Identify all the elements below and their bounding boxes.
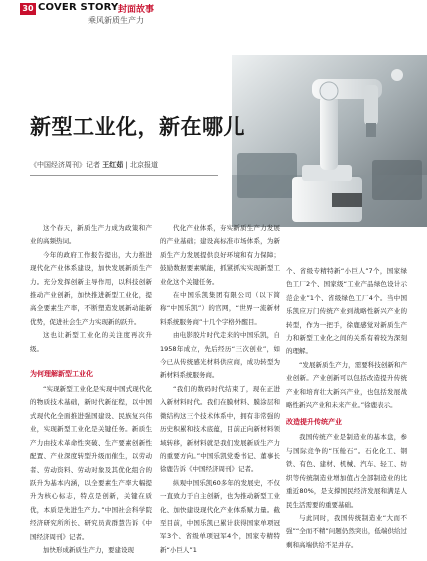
industrial-robot-arm-icon <box>232 55 427 227</box>
spacer <box>30 356 152 364</box>
paragraph: 这个春天，新质生产力成为政策和产业的高频热词。 <box>30 224 152 246</box>
column-3 <box>286 265 407 552</box>
byline-prefix: 《中国经济周刊》记者 <box>30 161 100 169</box>
paragraph: 在中国乐凯集团有限公司（以下简称“中国乐凯”）的官网，“世界一流新材料系统服务商”十几个字格外醒目。 <box>160 291 280 326</box>
page-number: 30 <box>20 3 36 15</box>
byline-author: 王红茹 <box>102 161 124 169</box>
paragraph: 加快形成新质生产力，要建设现 <box>43 545 134 554</box>
paragraph: 由电影胶片时代走来的中国乐凯，自1958年成立，先后经历“三次创业”，如今已从传统感光材料供应商，成功转型为新材料系统服务商。 <box>160 331 280 380</box>
paragraph: 我国传统产业是制造业的基本盘，参与国际竞争的“压舱石”。石化化工、钢铁、有色、建材、机械、汽车、轻工、纺织等传统制造业增加值占全部制造业的比重近80%，是支撑国民经济发展和满足人民生活需要的重要基础。 <box>286 433 407 509</box>
page-header <box>0 0 427 40</box>
paragraph: 与此同时，我国传统制造业“大而不强”“全而不精”问题仍然突出，低端供给过剩和高端供给不足并存。 <box>286 513 407 549</box>
robot-arm-photo <box>232 55 427 227</box>
paragraph: 这也让新型工业化的关注度再次升级。 <box>30 331 152 353</box>
byline <box>30 160 158 170</box>
paragraph: 纵观中国乐凯60多年的发展史，不仅一直致力于自主创新，也为推动新型工业化、加快建设现代化产业体系赋力量。截至目前，中国乐凯已累计获得国家单项冠军3个、省级单项冠军4个，国家专精特新“小巨人”1 <box>160 478 280 554</box>
byline-suffix: | 北京报道 <box>125 161 159 169</box>
section-title: 封面故事 <box>118 5 155 15</box>
section-heading: 改造提升传统产业 <box>286 418 342 427</box>
section-subtitle: 乘风新质生产力 <box>88 16 144 25</box>
byline-divider <box>30 175 218 176</box>
article-title: 新型工业化，新在哪儿 <box>30 115 245 139</box>
paragraph: 个、省级专精特新“小巨人”7个，国家绿色工厂2个、国家级“工业产品绿色设计示范企业”1个、省级绿色工厂4个。当中国乐凯应万门传统产业到战略性新兴产业的转型，作为一把手，徐鹿感觉对新质生产力和新型工业化之间的关系有着较为深刻的理解。 <box>286 267 407 356</box>
column-1 <box>30 222 152 557</box>
paragraph: “我们的数码时代结束了，现在正进入新材料时代。我们在膜材料、膜涂层和微结构这三个技术体系中，拥有非常强的历史积累和技术底蕴，目前正向新材料领域转移，新材料就是我们发展新质生产力的重要方向。”中国乐凯党委书记、董事长徐鹿告诉《中国经济周刊》记者。 <box>160 384 280 474</box>
column-2 <box>160 222 280 557</box>
paragraph: 代化产业体系，夯实新质生产力发展的产业基础；建设高标准市场体系，为新质生产力发展提供良好环境和有力保障；鼓励数据要素赋能，抓紧抓实实现新型工业化这个关键任务。 <box>160 224 280 286</box>
paragraph: “实现新型工业化是实现中国式现代化的物质技术基础，新时代新征程，以中国式现代化全面推进强国建设、民族复兴伟业，实现新型工业化是关键任务。新质生产力由技术革命性突破、生产要素创新性配置、产业深度转型升级而催生，以劳动者、劳动资料、劳动对象及其优化组合的跃升为基本内涵，以全要素生产率大幅提升为核心标志，特点是创新，关键在质优，本质是先进生产力。”中国社会科学院经济研究所所长、研究员黄群慧告诉《中国经济周刊》记者。 <box>30 385 152 541</box>
paragraph: 今年的政府工作报告提出，大力推进现代化产业体系建设，加快发展新质生产力。充分发挥创新主导作用，以科技创新推动产业创新，加快推进新型工业化，提高全要素生产率，不断塑造发展新动能新优势，促进社会生产力实现新的跃升。 <box>30 250 152 326</box>
paragraph: “发展新质生产力，需要科技创新和产业创新。产业创新可以包括改造提升传统产业和培育壮大新兴产业，也包括发展战略性新兴产业和未来产业。”徐鹿表示。 <box>286 360 407 410</box>
section-heading: 为何理解新型工业化 <box>30 370 93 379</box>
cover-story-label: COVER STORY <box>38 2 119 13</box>
